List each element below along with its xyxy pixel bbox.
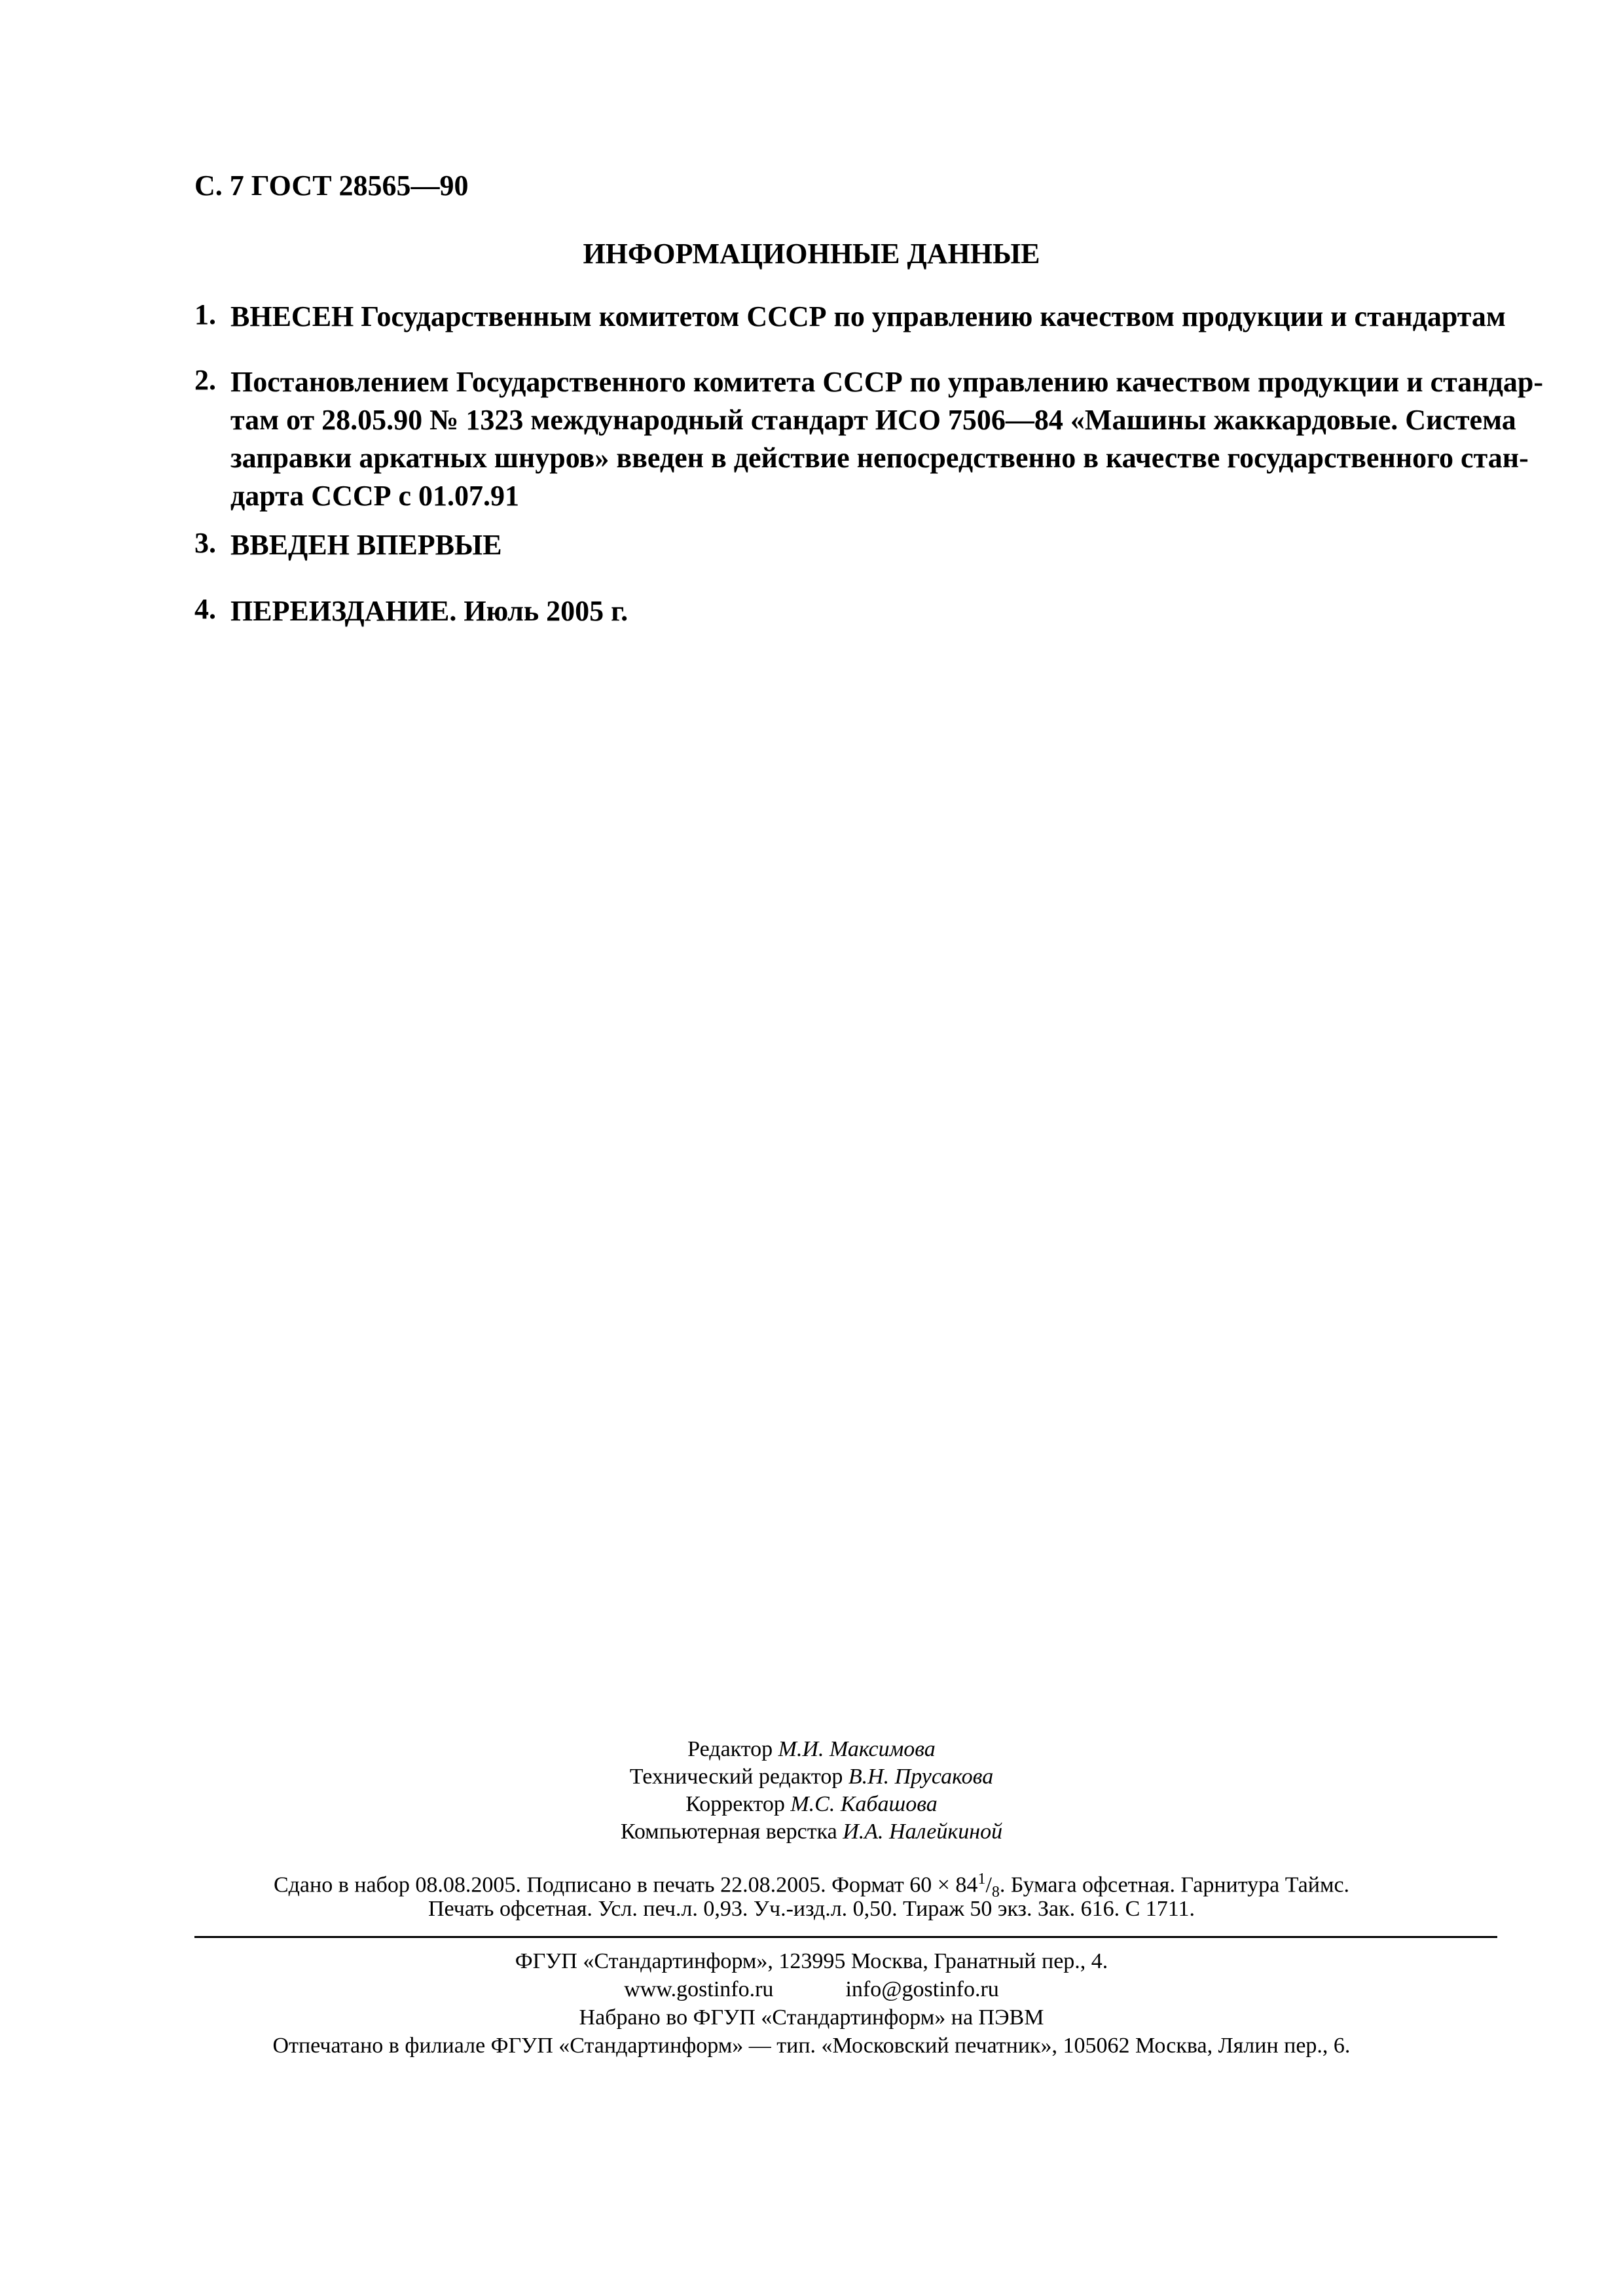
imprint-line-1: Сдано в набор 08.08.2005. Подписано в печать 22.08.2005. Формат $60 \times 84^1/_8$. Бумага офсетная. Гарнитура Таймс. — [273, 1871, 1350, 1901]
credits-block — [0, 1736, 1623, 1846]
divider-rule — [194, 1936, 1497, 1938]
credit-name: М.И. Максимова — [778, 1737, 936, 1761]
item-line: там от 28.05.90 № 1323 международный стандарт ИСО 7506—84 «Машины жаккардовые. Система — [230, 404, 1516, 436]
credit-role: Технический редактор — [629, 1765, 843, 1789]
imprint-text: . Бумага офсетная. Гарнитура Таймс. — [999, 1873, 1350, 1897]
item-line: ПЕРЕИЗДАНИЕ. Июль 2005 г. — [230, 595, 629, 627]
publisher-contacts — [0, 1975, 1623, 2003]
format-fraction-numerator: 1 — [977, 1871, 986, 1888]
credit-editor — [0, 1736, 1623, 1763]
item-number: 3. — [194, 527, 216, 559]
publisher-website: www.gostinfo.ru — [624, 1977, 774, 2001]
page-header: С. 7 ГОСТ 28565—90 — [194, 170, 469, 202]
item-line: ВНЕСЕН Государственным комитетом СССР по управлению качеством продукции и стандартам — [230, 300, 1506, 332]
publisher-email: info@gostinfo.ru — [845, 1977, 999, 2001]
publisher-printed: Отпечатано в филиале ФГУП «Стандартинформ» — тип. «Московский печатник», 105062 Москва, Лялин пер., 6. — [272, 2034, 1351, 2058]
imprint-line-2: Печать офсетная. Усл. печ.л. 0,93. Уч.-изд.л. 0,50. Тираж 50 экз. Зак. 616. С 1711. — [428, 1897, 1195, 1921]
credit-technical-editor — [0, 1763, 1623, 1791]
imprint-text: Сдано в набор 08.08.2005. Подписано в печать 22.08.2005. Формат 60 × 84 — [273, 1873, 978, 1897]
item-number: 1. — [194, 298, 216, 331]
publisher-address: ФГУП «Стандартинформ», 123995 Москва, Гранатный пер., 4. — [515, 1949, 1108, 1973]
item-number: 4. — [194, 593, 216, 625]
info-item-2 — [194, 363, 1543, 515]
credit-layout — [0, 1818, 1623, 1846]
credit-role: Компьютерная верстка — [620, 1820, 837, 1844]
item-text — [230, 592, 1501, 630]
publisher-block — [0, 1947, 1623, 2060]
item-number: 2. — [194, 364, 216, 396]
credit-name: В.Н. Прусакова — [848, 1765, 994, 1789]
section-title: ИНФОРМАЦИОННЫЕ ДАННЫЕ — [583, 238, 1040, 270]
info-item-1 — [194, 298, 1504, 336]
credit-proofreader — [0, 1791, 1623, 1818]
credit-name: М.С. Кабашова — [790, 1792, 938, 1816]
credit-role: Корректор — [685, 1792, 785, 1816]
credit-role: Редактор — [687, 1737, 773, 1761]
item-text — [230, 363, 1543, 515]
item-text — [230, 526, 1501, 564]
imprint-block — [0, 1865, 1623, 1924]
info-item-4 — [194, 592, 1504, 630]
item-line: ВВЕДЕН ВПЕРВЫЕ — [230, 529, 502, 561]
item-text — [230, 298, 1506, 336]
item-line: дарта СССР с 01.07.91 — [230, 480, 520, 512]
publisher-typeset: Набрано во ФГУП «Стандартинформ» на ПЭВМ — [579, 2005, 1044, 2030]
credit-name: И.А. Налейкиной — [843, 1820, 1003, 1844]
info-item-3 — [194, 526, 1504, 564]
item-line: заправки аркатных шнуров» введен в действие непосредственно в качестве государственного стан- — [230, 442, 1529, 474]
format-fraction-denominator: 8 — [991, 1884, 1000, 1901]
item-line: Постановлением Государственного комитета СССР по управлению качеством продукции и стандар- — [230, 366, 1543, 398]
